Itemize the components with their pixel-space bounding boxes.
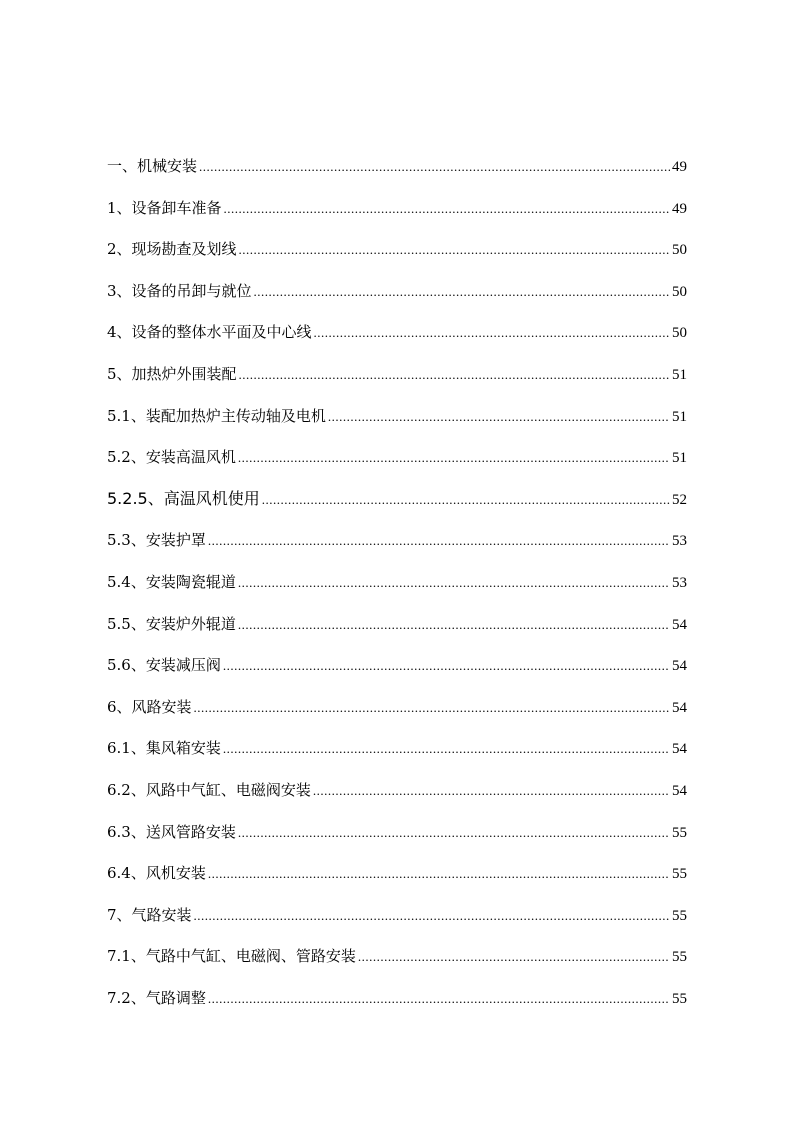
toc-entry[interactable] (107, 651, 687, 693)
toc-leader-dots (199, 153, 670, 181)
toc-entry-page: 50 (672, 325, 687, 342)
toc-entry-page: 51 (672, 408, 687, 425)
toc-entry-title: 5.4、安装陶瓷辊道 (107, 572, 236, 591)
toc-entry-page: 55 (672, 949, 687, 966)
toc-entry-title: 2、现场勘查及划线 (107, 240, 237, 259)
toc-leader-dots (238, 819, 670, 847)
toc-entry-page: 55 (672, 824, 687, 841)
toc-entry-page: 50 (672, 283, 687, 300)
toc-entry-title: 5.2、安装高温风机 (107, 448, 236, 467)
toc-entry[interactable] (107, 901, 687, 943)
toc-entry-title: 6.3、送风管路安装 (107, 822, 236, 841)
toc-entry[interactable] (107, 402, 687, 444)
toc-entry[interactable] (107, 693, 687, 735)
toc-entry-page: 54 (672, 658, 687, 675)
toc-entry-page: 54 (672, 699, 687, 716)
toc-entry[interactable] (107, 318, 687, 360)
toc-entry[interactable] (107, 526, 687, 568)
toc-entry[interactable] (107, 984, 687, 1026)
toc-entry[interactable] (107, 194, 687, 236)
toc-entry[interactable] (107, 152, 687, 194)
toc-entry-page: 54 (672, 782, 687, 799)
toc-entry[interactable] (107, 235, 687, 277)
toc-leader-dots (314, 319, 670, 347)
toc-entry-page: 52 (672, 491, 687, 508)
toc-entry-page: 49 (672, 200, 687, 217)
toc-leader-dots (239, 361, 670, 389)
toc-leader-dots (262, 486, 670, 514)
toc-leader-dots (208, 860, 670, 888)
toc-entry[interactable] (107, 277, 687, 319)
toc-entry-title: 3、设备的吊卸与就位 (107, 281, 252, 300)
toc-entry-title: 5.5、安装炉外辊道 (107, 614, 236, 633)
toc-entry-title: 5、加热炉外围装配 (107, 364, 237, 383)
toc-entry-page: 54 (672, 741, 687, 758)
toc-entry-page: 51 (672, 366, 687, 383)
toc-leader-dots (223, 652, 670, 680)
toc-entry-title: 7.2、气路调整 (107, 988, 206, 1007)
toc-entry[interactable] (107, 443, 687, 485)
toc-entry[interactable] (107, 568, 687, 610)
toc-leader-dots (208, 985, 670, 1013)
toc-entry[interactable] (107, 818, 687, 860)
toc-entry[interactable] (107, 360, 687, 402)
toc-entry-page: 55 (672, 907, 687, 924)
toc-entry-title: 4、设备的整体水平面及中心线 (107, 323, 312, 342)
toc-leader-dots (313, 777, 670, 805)
toc-entry-page: 53 (672, 533, 687, 550)
toc-entry-title: 一、机械安装 (107, 157, 198, 175)
toc-entry-title: 5.3、安装护罩 (107, 531, 206, 550)
toc-leader-dots (358, 943, 670, 971)
toc-entry-title: 5.1、装配加热炉主传动轴及电机 (107, 406, 326, 425)
toc-entry[interactable] (107, 776, 687, 818)
toc-entry-title: 6.2、风路中气缸、电磁阀安装 (107, 780, 311, 799)
toc-entry-page: 51 (672, 450, 687, 467)
toc-leader-dots (238, 569, 670, 597)
toc-entry[interactable] (107, 859, 687, 901)
toc-entry-title: 1、设备卸车准备 (107, 198, 222, 217)
toc-entry[interactable] (107, 610, 687, 652)
toc-leader-dots (239, 236, 670, 264)
toc-entry-page: 50 (672, 242, 687, 259)
toc-entry-page: 53 (672, 574, 687, 591)
toc-entry-title: 7、气路安装 (107, 905, 192, 924)
toc-entry-page: 55 (672, 990, 687, 1007)
toc-entry-page: 49 (672, 159, 687, 175)
table-of-contents (107, 152, 687, 1025)
toc-entry-title: 6.4、风机安装 (107, 864, 206, 883)
toc-entry-title: 7.1、气路中气缸、电磁阀、管路安装 (107, 947, 356, 966)
toc-leader-dots (194, 694, 670, 722)
toc-leader-dots (254, 278, 670, 306)
toc-entry-title: 5.6、安装减压阀 (107, 656, 221, 675)
toc-leader-dots (208, 527, 670, 555)
toc-leader-dots (224, 195, 670, 223)
toc-leader-dots (194, 902, 670, 930)
toc-leader-dots (328, 403, 670, 431)
toc-entry[interactable] (107, 485, 687, 527)
toc-entry[interactable] (107, 734, 687, 776)
toc-entry-page: 55 (672, 866, 687, 883)
toc-entry-page: 54 (672, 616, 687, 633)
toc-entry[interactable] (107, 942, 687, 984)
toc-leader-dots (238, 611, 670, 639)
toc-entry-title: 6.1、集风箱安装 (107, 739, 221, 758)
toc-leader-dots (238, 444, 670, 472)
toc-entry-title: 5.2.5、高温风机使用 (107, 488, 260, 508)
toc-leader-dots (223, 735, 670, 763)
toc-entry-title: 6、风路安装 (107, 697, 192, 716)
